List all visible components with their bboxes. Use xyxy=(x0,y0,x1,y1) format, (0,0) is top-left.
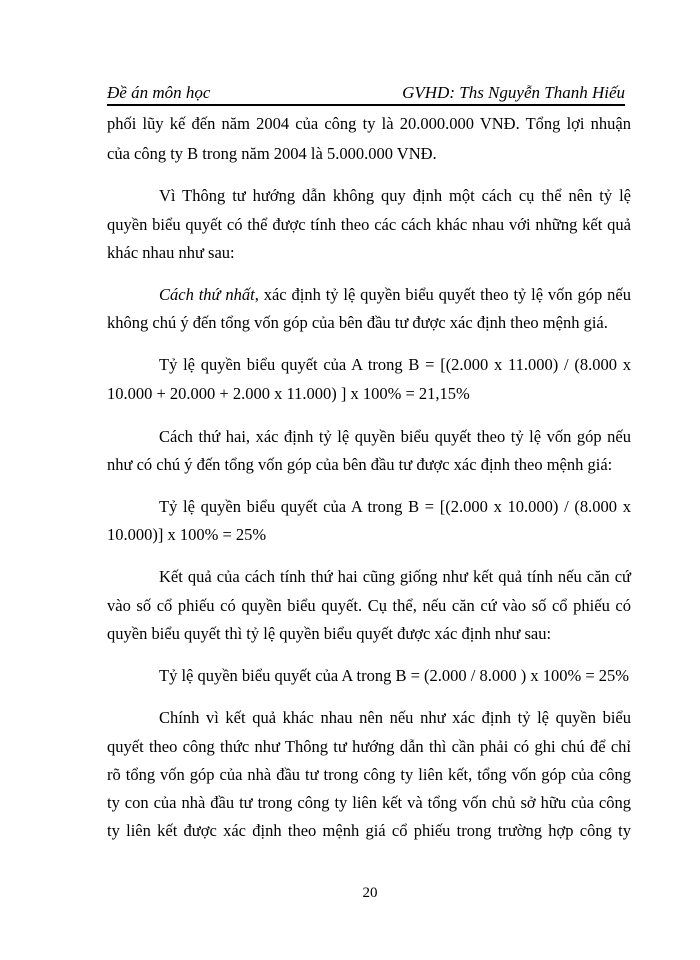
header-supervisor: GVHD: Ths Nguyễn Thanh Hiếu xyxy=(402,83,625,102)
text-line: khác nhau như sau: xyxy=(107,243,235,262)
formula-line: 10.000 + 20.000 + 2.000 x 11.000) ] x 100% = 21,15% xyxy=(107,384,470,403)
text-line: Chính vì kết quả khác nhau nên nếu như xác định tỷ lệ quyền biểu xyxy=(159,708,631,727)
formula-line: Tỷ lệ quyền biểu quyết của A trong B = (2.000 / 8.000 ) x 100% = 25% xyxy=(159,666,630,685)
formula-line: 10.000)] x 100% = 25% xyxy=(107,525,267,544)
text-line: ty liên kết được xác định theo mệnh giá cổ phiếu trong trường hợp công ty xyxy=(107,821,631,840)
text-line: ty con của nhà đầu tư trong công ty liên kết và tổng vốn chủ sở hữu của công xyxy=(107,793,631,812)
text-span: , xác định tỷ lệ quyền biểu quyết theo tỷ lệ vốn góp nếu xyxy=(254,285,631,304)
text-line: quyết theo công thức như Thông tư hướng dẫn thì cần phải có ghi chú để chỉ xyxy=(107,737,631,756)
text-line xyxy=(159,285,631,305)
text-line: quyền biểu quyết thì tỷ lệ quyền biểu quyết được xác định như sau: xyxy=(107,624,552,643)
text-line: Vì Thông tư hướng dẫn không quy định một cách cụ thể nên tỷ lệ xyxy=(159,186,631,205)
formula-line: Tỷ lệ quyền biểu quyết của A trong B = [(2.000 x 10.000) / (8.000 x xyxy=(159,497,631,516)
page-header xyxy=(107,82,625,106)
text-line: rõ tổng vốn góp của nhà đầu tư trong công ty liên kết, tổng vốn góp của công xyxy=(107,765,631,784)
text-line: quyền biểu quyết có thể được tính theo các cách khác nhau với những kết quả xyxy=(107,215,631,234)
header-course-title: Đề án môn học xyxy=(107,83,211,102)
text-line: Kết quả của cách tính thứ hai cũng giống như kết quả tính nếu căn cứ xyxy=(159,567,631,586)
text-line: như có chú ý đến tổng vốn góp của bên đầu tư được xác định theo mệnh giá: xyxy=(107,455,613,474)
formula-line: Tỷ lệ quyền biểu quyết của A trong B = [(2.000 x 11.000) / (8.000 x xyxy=(159,355,631,374)
text-line: phối lũy kế đến năm 2004 của công ty là 20.000.000 VNĐ. Tổng lợi nhuận xyxy=(107,114,631,133)
text-line: của công ty B trong năm 2004 là 5.000.000 VNĐ. xyxy=(107,144,437,163)
page-number: 20 xyxy=(362,885,378,901)
text-line: Cách thứ hai, xác định tỷ lệ quyền biểu quyết theo tỷ lệ vốn góp nếu xyxy=(159,427,631,446)
text-line: không chú ý đến tổng vốn góp của bên đầu tư được xác định theo mệnh giá. xyxy=(107,313,608,332)
emphasis-text: Cách thứ nhất xyxy=(159,285,255,304)
text-line: vào số cổ phiếu có quyền biểu quyết. Cụ thể, nếu căn cứ vào số cổ phiếu có xyxy=(107,596,631,615)
